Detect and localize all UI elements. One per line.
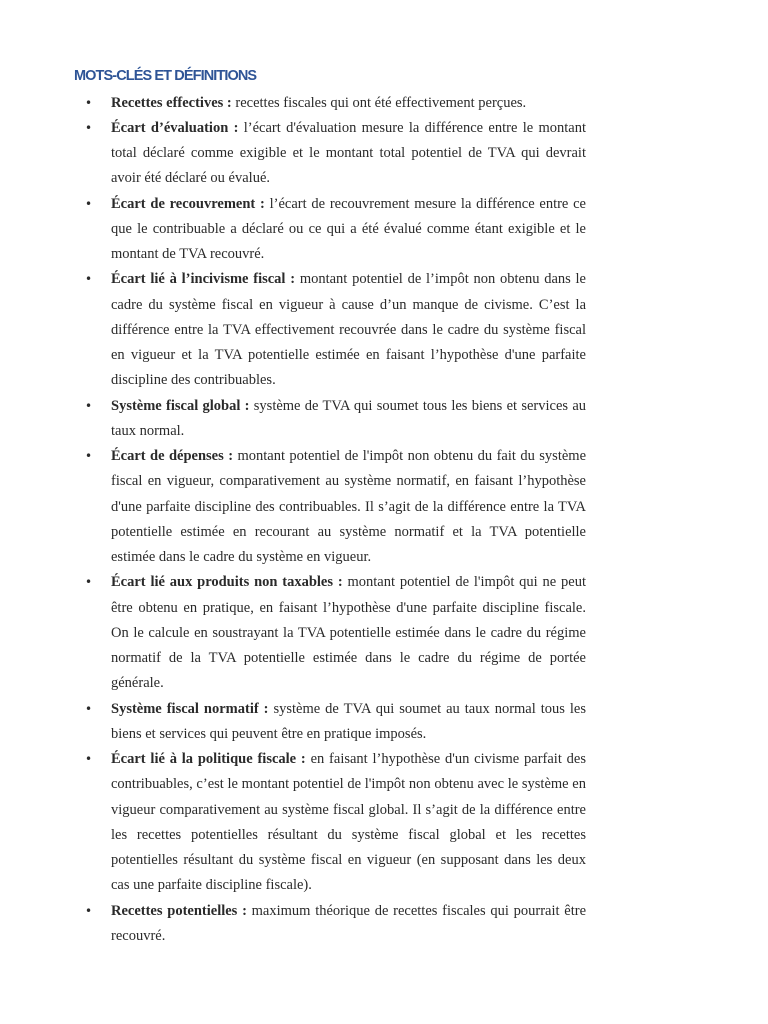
definition-text: en faisant l’hypothèse d'un civisme parfait des contribuables, c’est le montant potentiel de l'impôt non obtenu avec le système en vigueur comparativement au système fiscal global. Il s’agit de la différence entre les recettes potentielles résultant du système fiscal global et les recettes potentielles résultant du système fiscal en vigueur (en supposant dans les deux cas une parfaite discipline fiscale).	[111, 751, 587, 894]
definition-term: Système fiscal global :	[111, 397, 250, 414]
definition-item-systeme-global	[111, 394, 586, 445]
definition-term: Recettes potentielles :	[111, 902, 247, 919]
definition-term: Système fiscal normatif :	[111, 700, 269, 717]
definition-text: système de TVA qui soumet au taux normal tous les biens et services qui peuvent être en pratique imposés.	[111, 700, 587, 742]
definition-term: Écart d’évaluation :	[111, 119, 239, 136]
definition-item-ecart-recouvrement	[111, 192, 586, 268]
definition-item-ecart-politique	[111, 747, 586, 899]
definition-term: Écart lié à la politique fiscale :	[111, 751, 306, 767]
definition-text: l’écart d'évaluation mesure la différence entre le montant total déclaré comme exigible et le montant total potentiel de TVA qui devrait avoir été déclaré ou évalué.	[111, 119, 586, 187]
definition-term: Écart de dépenses :	[111, 448, 234, 464]
definition-item-ecart-non-taxables	[111, 570, 586, 696]
definition-item-ecart-depenses	[111, 444, 586, 570]
definition-text: montant potentiel de l'impôt non obtenu du fait du système fiscal en vigueur, comparativement au système normatif, en faisant l’hypothèse d'une parfaite discipline des contribuables. Il s’agit de la différence entre la TVA potentielle estimée en recourant au système normatif et la TVA potentielle estimée dans le cadre du système en vigueur.	[111, 448, 587, 565]
definition-term: Écart lié à l’incivisme fiscal :	[111, 271, 296, 288]
definition-term: Recettes effectives :	[111, 94, 232, 111]
definition-item-recettes-potentielles	[111, 899, 586, 950]
definition-text: système de TVA qui soumet tous les biens et services au taux normal.	[111, 397, 587, 439]
definition-text: montant potentiel de l'impôt qui ne peut être obtenu en pratique, en faisant l’hypothèse d'une parfaite discipline fiscale. On le calcule en soustrayant la TVA potentielle estimée dans le cadre du régime normatif de la TVA potentielle estimée dans le cadre du régime de portée générale.	[111, 574, 586, 692]
definition-item-systeme-normatif	[111, 697, 586, 748]
definition-item-ecart-incivisme	[111, 267, 586, 393]
definition-text: maximum théorique de recettes fiscales qui pourrait être recouvré.	[111, 902, 587, 944]
definition-term: Écart lié aux produits non taxables :	[111, 574, 343, 591]
definition-text: montant potentiel de l’impôt non obtenu dans le cadre du système fiscal en vigueur à cause d’un manque de civisme. C’est la différence entre la TVA effectivement recouvrée dans le cadre du système fiscal en vigueur et la TVA potentielle estimée en faisant l’hypothèse d'une parfaite discipline des contribuables.	[111, 271, 586, 389]
definition-item-recettes-effectives	[111, 91, 586, 116]
definition-item-ecart-evaluation	[111, 116, 586, 192]
section-heading: MOTS-CLÉS ET DÉFINITIONS	[74, 68, 257, 84]
definition-text: l’écart de recouvrement mesure la différence entre ce que le contribuable a déclaré ou ce qui a été évalué comme étant exigible et le montant de TVA recouvré.	[111, 195, 586, 262]
definition-text: recettes fiscales qui ont été effectivement perçues.	[235, 94, 527, 111]
definition-term: Écart de recouvrement :	[111, 195, 265, 212]
definitions-list	[111, 91, 586, 950]
